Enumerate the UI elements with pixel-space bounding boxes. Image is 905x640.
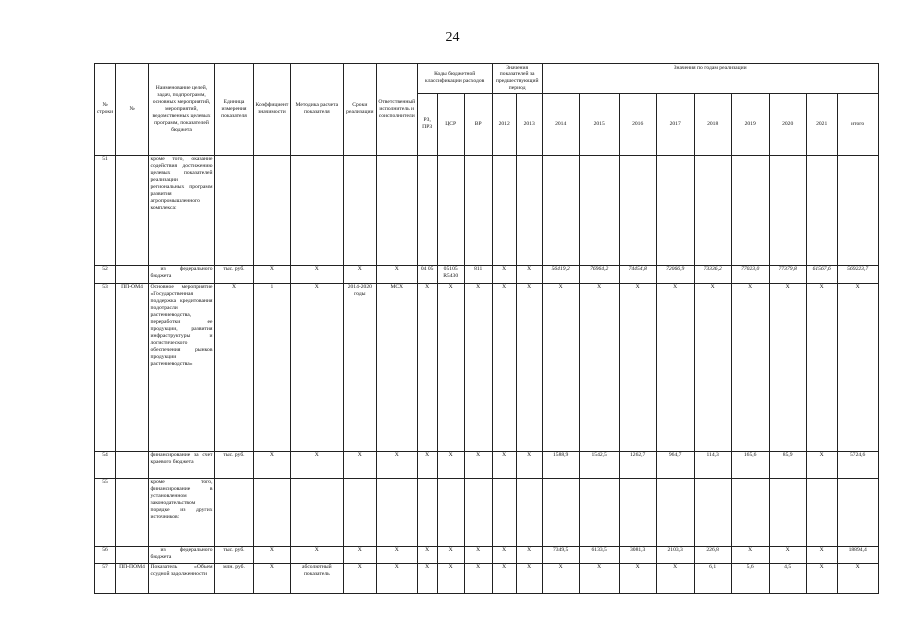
header-coef: Коэффициент значимости [254, 64, 291, 156]
header-year: 2015 [579, 93, 619, 155]
header-responsible: Ответственный исполнитель и соисполнители [376, 64, 417, 156]
row-2013: X [516, 546, 542, 563]
row-terms [343, 478, 376, 546]
row-2012 [492, 478, 516, 546]
header-year: 2012 [492, 93, 516, 155]
row-value: X [806, 451, 837, 478]
row-value: 77379,8 [769, 265, 806, 283]
row-name: кроме того, финансирование в установленном законодательством порядке из других источников: [149, 478, 215, 546]
row-code [116, 155, 149, 265]
row-value: 4,5 [769, 563, 806, 593]
row-value: 6,1 [694, 563, 731, 593]
row-value: X [769, 546, 806, 563]
row-value [542, 155, 579, 265]
header-csr: ЦСР [437, 93, 464, 155]
row-coefficient: X [254, 563, 291, 593]
row-method: X [290, 283, 343, 451]
row-value: X [579, 563, 619, 593]
row-vr: X [464, 283, 492, 451]
row-name: из федерального бюджета [149, 546, 215, 563]
row-responsible: X [376, 563, 417, 593]
row-value [579, 155, 619, 265]
header-year-values: Значения по годам реализации [542, 64, 878, 94]
header-method: Методика расчета показателя [290, 64, 343, 156]
table-row [95, 265, 879, 283]
row-value [806, 478, 837, 546]
row-2012: X [492, 265, 516, 283]
row-value: X [731, 546, 769, 563]
row-code [116, 451, 149, 478]
row-value: 3081,3 [619, 546, 656, 563]
header-name: Наименование целей, задач, подпрограмм, основных мероприятий, мероприятий, ведомственных целевых программ, показателей бюджета [149, 64, 215, 156]
row-value: X [579, 283, 619, 451]
row-method [290, 478, 343, 546]
row-value: 1542,5 [579, 451, 619, 478]
row-value [619, 478, 656, 546]
row-csr [437, 478, 464, 546]
row-number: 53 [95, 283, 116, 451]
row-vr: X [464, 451, 492, 478]
row-value [731, 478, 769, 546]
row-value [542, 478, 579, 546]
header-year: 2019 [731, 93, 769, 155]
row-value [731, 155, 769, 265]
row-value: X [769, 283, 806, 451]
row-total: 18894,4 [837, 546, 878, 563]
row-rz: X [417, 546, 437, 563]
row-value: 73336,2 [694, 265, 731, 283]
header-total: итого [837, 93, 878, 155]
header-year: 2013 [516, 93, 542, 155]
row-number: 54 [95, 451, 116, 478]
row-total [837, 155, 878, 265]
row-terms: X [343, 265, 376, 283]
row-csr: X [437, 283, 464, 451]
row-responsible: X [376, 546, 417, 563]
row-rz [417, 478, 437, 546]
row-method [290, 155, 343, 265]
table-row [95, 283, 879, 451]
header-year: 2017 [656, 93, 694, 155]
row-value [656, 155, 694, 265]
row-value [619, 155, 656, 265]
row-unit: тыс. руб. [215, 451, 254, 478]
header-vr: ВР [464, 93, 492, 155]
row-code [116, 478, 149, 546]
row-rz: X [417, 283, 437, 451]
row-vr [464, 478, 492, 546]
row-coefficient: 1 [254, 283, 291, 451]
row-unit: X [215, 283, 254, 451]
row-responsible: X [376, 451, 417, 478]
row-value: X [656, 283, 694, 451]
row-terms: 2014-2020 годы [343, 283, 376, 451]
row-value [806, 155, 837, 265]
header-terms: Сроки реализации [343, 64, 376, 156]
row-vr: X [464, 546, 492, 563]
row-total: 5724,6 [837, 451, 878, 478]
row-rz [417, 155, 437, 265]
header-year: 2020 [769, 93, 806, 155]
row-responsible: МСХ [376, 283, 417, 451]
row-code: ПП-ОМ4 [116, 283, 149, 451]
row-csr: 05105 R5430 [437, 265, 464, 283]
row-name: Основное мероприятие «Государственная поддержка кредитования подотрасли растениеводства, переработки ее продукции, развития инфраструктуры и логистического обеспечения рынков продукции растениеводства» [149, 283, 215, 451]
row-2012: X [492, 283, 516, 451]
row-terms: X [343, 546, 376, 563]
row-value [694, 478, 731, 546]
table-row [95, 563, 879, 593]
row-rz: X [417, 563, 437, 593]
row-value: 6133,5 [579, 546, 619, 563]
row-rz: X [417, 451, 437, 478]
row-value: 85,9 [769, 451, 806, 478]
row-2012: X [492, 546, 516, 563]
row-vr [464, 155, 492, 265]
row-vr: 811 [464, 265, 492, 283]
row-value: 2103,3 [656, 546, 694, 563]
row-value: 56419,2 [542, 265, 579, 283]
row-value: 74454,8 [619, 265, 656, 283]
row-unit [215, 155, 254, 265]
row-2013 [516, 155, 542, 265]
row-value: X [619, 563, 656, 593]
row-name: Показатель «Объем ссудной задолженности [149, 563, 215, 593]
row-value: 964,7 [656, 451, 694, 478]
row-number: 51 [95, 155, 116, 265]
header-rz: РЗ, ПРЗ [417, 93, 437, 155]
row-value: 226,8 [694, 546, 731, 563]
table-row [95, 451, 879, 478]
row-value [579, 478, 619, 546]
row-value: 5,6 [731, 563, 769, 593]
row-csr: X [437, 563, 464, 593]
header-year: 2018 [694, 93, 731, 155]
row-value: 7349,5 [542, 546, 579, 563]
row-name: из федерального бюджета [149, 265, 215, 283]
row-unit: млн. руб. [215, 563, 254, 593]
row-csr: X [437, 546, 464, 563]
row-value [694, 155, 731, 265]
table-row [95, 478, 879, 546]
row-method: X [290, 265, 343, 283]
row-value: X [806, 546, 837, 563]
row-method: абсолютный показатель [290, 563, 343, 593]
row-terms: X [343, 563, 376, 593]
row-2012: X [492, 451, 516, 478]
page-number: 24 [445, 30, 460, 45]
row-value: X [542, 283, 579, 451]
row-value: 77023,0 [731, 265, 769, 283]
row-code: ПП-ПОМ4 [116, 563, 149, 593]
row-responsible [376, 155, 417, 265]
row-responsible: X [376, 265, 417, 283]
row-responsible [376, 478, 417, 546]
row-value: 76964,2 [579, 265, 619, 283]
row-name: финансирование за счет краевого бюджета [149, 451, 215, 478]
row-coefficient [254, 155, 291, 265]
row-number: 55 [95, 478, 116, 546]
row-value: 1262,7 [619, 451, 656, 478]
row-value: X [806, 283, 837, 451]
row-value: X [656, 563, 694, 593]
row-rz: 04 05 [417, 265, 437, 283]
header-year: 2021 [806, 93, 837, 155]
row-vr: X [464, 563, 492, 593]
row-value [769, 478, 806, 546]
row-method: X [290, 546, 343, 563]
row-total: X [837, 283, 878, 451]
row-value: 114,3 [694, 451, 731, 478]
row-value: X [542, 563, 579, 593]
header-budget-codes: Коды бюджетной классификации расходов [417, 64, 492, 94]
row-method: X [290, 451, 343, 478]
row-value [769, 155, 806, 265]
table-row [95, 546, 879, 563]
header-prev-values: Значения показателей за предшествующий период [492, 64, 542, 94]
row-2013 [516, 478, 542, 546]
row-2013: X [516, 451, 542, 478]
header-unit: Единица измерения показателя [215, 64, 254, 156]
row-coefficient [254, 478, 291, 546]
row-number: 57 [95, 563, 116, 593]
row-total: X [837, 563, 878, 593]
table-row [95, 155, 879, 265]
row-unit [215, 478, 254, 546]
row-unit: тыс. руб. [215, 546, 254, 563]
row-value: X [694, 283, 731, 451]
row-unit: тыс. руб. [215, 265, 254, 283]
row-2012: X [492, 563, 516, 593]
row-number: 56 [95, 546, 116, 563]
budget-table [94, 63, 879, 594]
row-coefficient: X [254, 451, 291, 478]
row-total [837, 478, 878, 546]
row-number: 52 [95, 265, 116, 283]
header-year: 2016 [619, 93, 656, 155]
header-row-no: № строки [95, 64, 116, 156]
row-2013: X [516, 283, 542, 451]
row-value: 72066,9 [656, 265, 694, 283]
header-no: № [116, 64, 149, 156]
row-value: 1588,9 [542, 451, 579, 478]
row-code [116, 265, 149, 283]
row-value: 165,6 [731, 451, 769, 478]
row-value: X [731, 283, 769, 451]
row-value: X [619, 283, 656, 451]
row-terms: X [343, 451, 376, 478]
row-total: 569223,7 [837, 265, 878, 283]
row-2012 [492, 155, 516, 265]
row-value: 61567,6 [806, 265, 837, 283]
row-code [116, 546, 149, 563]
row-csr [437, 155, 464, 265]
row-coefficient: X [254, 546, 291, 563]
row-terms [343, 155, 376, 265]
row-value [656, 478, 694, 546]
row-name: кроме того, оказание содействия достижению целевых показателей реализации региональных программ развития агропромышленного комплекса: [149, 155, 215, 265]
header-year: 2014 [542, 93, 579, 155]
row-2013: X [516, 265, 542, 283]
row-2013: X [516, 563, 542, 593]
row-csr: X [437, 451, 464, 478]
row-value: X [806, 563, 837, 593]
row-coefficient: X [254, 265, 291, 283]
table-body [95, 155, 879, 593]
